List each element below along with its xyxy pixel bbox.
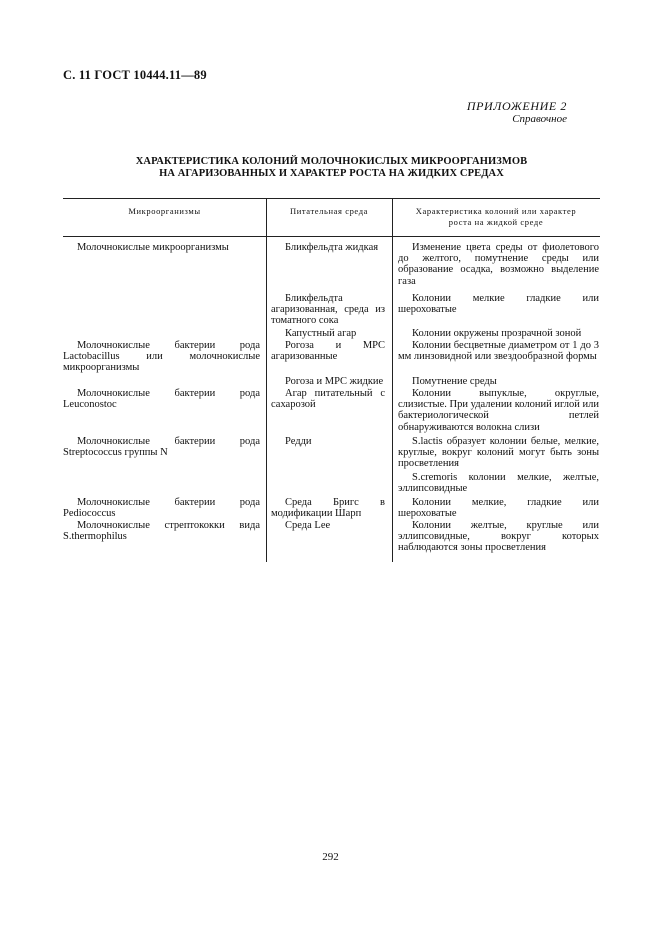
medium-cell: Среда Бригс в модификации Шарп <box>271 497 385 520</box>
characteristic-cell: Помутнение среды <box>412 376 497 387</box>
organism-cell: Молочнокислые бактерии рода Leuconostoc <box>63 388 260 411</box>
characteristic-cell: S.lactis образует колонии белые, мелкие, круглые, вокруг колоний могут быть зоны просветления <box>398 436 599 470</box>
characteristic-cell: Колонии выпуклые, округлые, слизистые. При удалении колоний иглой или бактериологической петлей обнаруживаются волокна слизи <box>398 388 599 433</box>
organism-cell: Молочнокислые микроорганизмы <box>77 242 229 253</box>
medium-cell: Агар питательный с сахарозой <box>271 388 385 411</box>
characteristic-cell: Колонии желтые, круглые или эллипсовидные, вокруг которых наблюдаются зоны просветления <box>398 520 599 554</box>
appendix-note: Справочное <box>512 113 567 125</box>
title-line-2: НА АГАРИЗОВАННЫХ И ХАРАКТЕР РОСТА НА ЖИДКИХ СРЕДАХ <box>159 168 504 179</box>
organism-cell: Молочнокислые бактерии рода Pediococcus <box>63 497 260 520</box>
column-divider-2 <box>392 198 393 562</box>
page-title <box>63 156 600 180</box>
document-header: С. 11 ГОСТ 10444.11—89 <box>63 68 207 82</box>
characteristic-cell: Изменение цвета среды от фиолетового до желтого, помутнение среды или образование осадка, возможно выделение газа <box>398 242 599 287</box>
column-header-characteristic-line-1: Характеристика колоний или характер <box>415 206 577 216</box>
medium-cell: Капустный агар <box>285 328 357 339</box>
table-header-rule <box>63 236 600 237</box>
characteristic-cell: Колонии мелкие, гладкие или шероховатые <box>398 497 599 520</box>
column-header-organisms: Микроорганизмы <box>128 206 201 216</box>
medium-cell: Рогоза и MPC жидкие <box>285 376 384 387</box>
column-divider-1 <box>266 198 267 562</box>
medium-cell: Редди <box>285 436 312 447</box>
characteristic-cell: Колонии окружены прозрачной зоной <box>412 328 582 339</box>
medium-cell: Рогоза и MPC агаризованные <box>271 340 385 363</box>
characteristic-cell: Колонии бесцветные диаметром от 1 до 3 мм линзовидной или звездообразной формы <box>398 340 599 363</box>
column-header-characteristic <box>392 206 600 228</box>
medium-cell: Среда Lee <box>285 520 331 531</box>
organism-cell: Молочнокислые стрептококки вида S.thermophilus <box>63 520 260 543</box>
medium-cell: Бликфельдта жидкая <box>285 242 379 253</box>
organism-cell: Молочнокислые бактерии рода Streptococcus группы N <box>63 436 260 459</box>
column-header-medium: Питательная среда <box>289 206 368 216</box>
medium-cell: Бликфельдта агаризованная, среда из томатного сока <box>271 293 385 327</box>
appendix-block <box>467 100 567 126</box>
appendix-label: ПРИЛОЖЕНИЕ 2 <box>466 99 567 113</box>
characteristic-cell: Колонии мелкие гладкие или шероховатые <box>398 293 599 316</box>
characteristic-cell: S.cremoris колонии мелкие, желтые, эллипсовидные <box>398 472 599 495</box>
page-number: 292 <box>322 851 339 863</box>
organism-cell: Молочнокислые бактерии рода Lactobacillus или молочнокислые микроорганизмы <box>63 340 260 374</box>
table-top-rule <box>63 198 600 199</box>
title-line-1: ХАРАКТЕРИСТИКА КОЛОНИЙ МОЛОЧНОКИСЛЫХ МИКРООРГАНИЗМОВ <box>135 156 528 167</box>
column-header-characteristic-line-2: роста на жидкой среде <box>448 217 544 227</box>
